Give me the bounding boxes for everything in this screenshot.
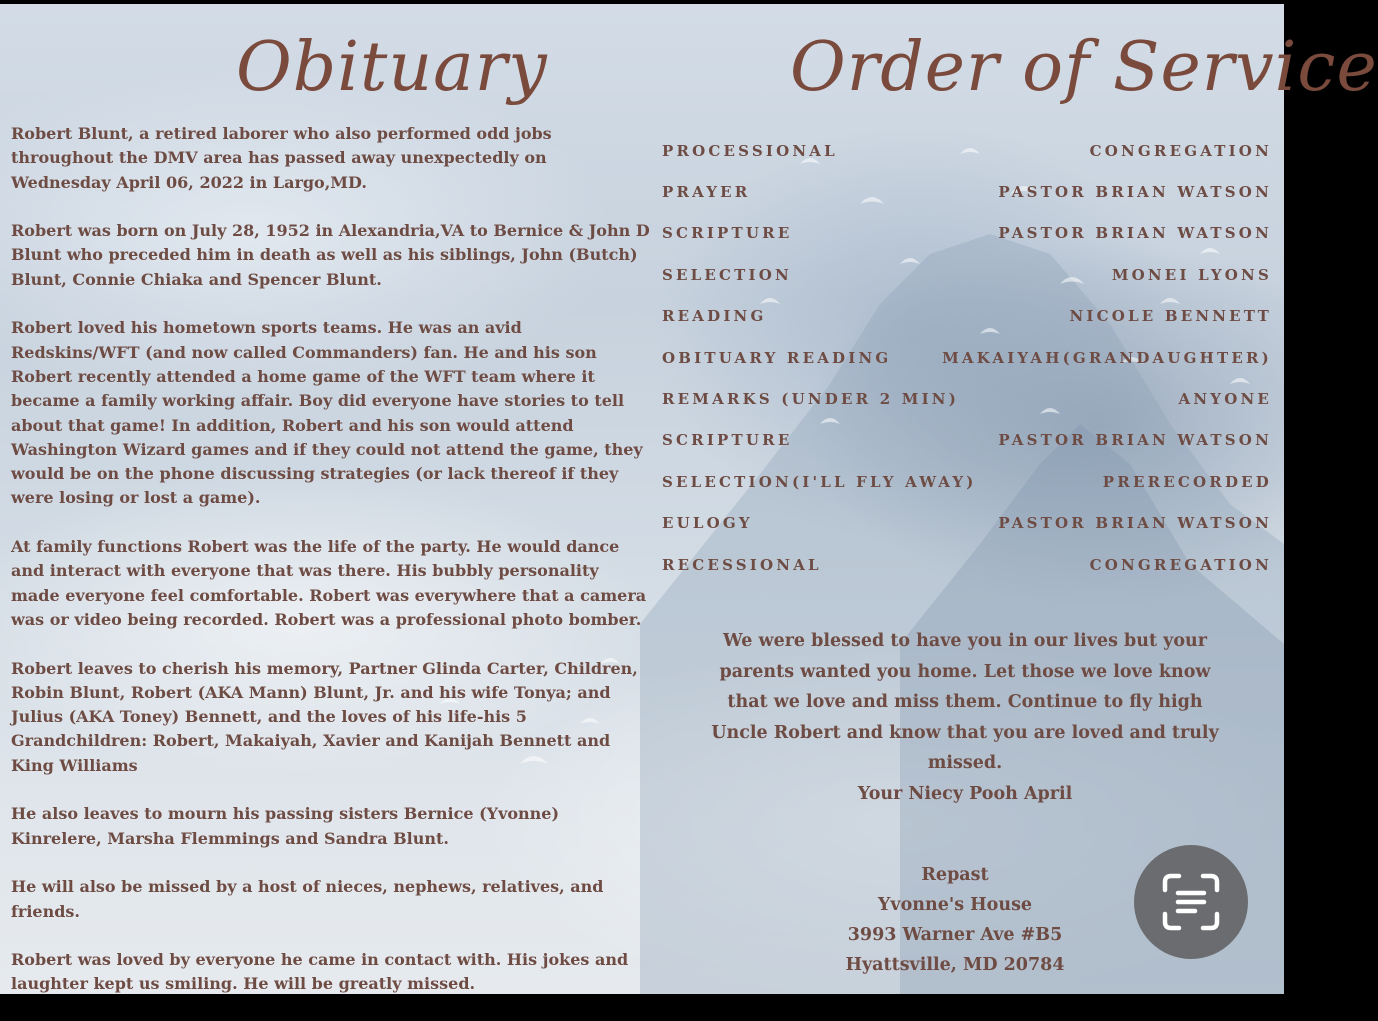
service-participant: MAKAIYAH(GRANDAUGHTER) — [942, 349, 1272, 367]
program-page — [0, 4, 1378, 994]
service-part: SELECTION(I'LL FLY AWAY) — [662, 473, 977, 491]
repast-city: Hyattsville, MD 20784 — [845, 955, 1065, 975]
service-item — [662, 473, 1272, 497]
order-of-service-title: Order of Service — [790, 28, 1378, 107]
repast-info — [800, 860, 1110, 980]
service-part: PROCESSIONAL — [662, 142, 838, 160]
repast-label: Repast — [921, 865, 989, 885]
obituary-title: Obituary — [236, 28, 548, 107]
service-item — [662, 266, 1272, 290]
service-part: EULOGY — [662, 514, 753, 532]
service-item — [662, 142, 1272, 166]
service-participant: ANYONE — [1178, 390, 1272, 408]
obituary-paragraph: He will also be missed by a host of nieces, nephews, relatives, and friends. — [11, 877, 604, 921]
obituary-paragraph: Robert was loved by everyone he came in contact with. His jokes and laughter kept us smiling. He will be greatly missed. — [11, 950, 629, 994]
obituary-paragraph: He also leaves to mourn his passing sisters Bernice (Yvonne) Kinrelere, Marsha Flemmings and Sandra Blunt. — [11, 804, 560, 848]
service-item — [662, 514, 1272, 538]
obituary-paragraph: Robert loved his hometown sports teams. He was an avid Redskins/WFT (and now called Commanders) fan. He and his son Robert recently attended a home game of the WFT team where it became a family working affair. Boy did everyone have stories to tell about that game! In addition, Robert and his son would attend Washington Wizard games and if they could not attend the game, they would be on the phone discussing strategies (or lack thereof if they were losing or lost a game). — [11, 318, 643, 508]
service-item — [662, 307, 1272, 331]
service-item — [662, 349, 1272, 373]
service-participant: PRERECORDED — [1102, 473, 1272, 491]
repast-street: 3993 Warner Ave #B5 — [847, 925, 1063, 945]
service-part: SCRIPTURE — [662, 431, 793, 449]
service-participant: PASTOR BRIAN WATSON — [998, 183, 1272, 201]
service-part: RECESSIONAL — [662, 556, 822, 574]
tribute-message — [700, 626, 1230, 809]
obituary-paragraph: Robert leaves to cherish his memory, Partner Glinda Carter, Children, Robin Blunt, Robert (AKA Mann) Blunt, Jr. and his wife Tonya; and Julius (AKA Toney) Bennett, and the loves of his life-his 5 Grandchildren: Robert, Makaiyah, Xavier and Kanijah Bennett and King Williams — [11, 658, 638, 775]
service-participant: PASTOR BRIAN WATSON — [998, 514, 1272, 532]
service-item — [662, 390, 1272, 414]
repast-place: Yvonne's House — [877, 895, 1033, 915]
live-text-scan-button[interactable] — [1134, 845, 1248, 959]
service-item — [662, 431, 1272, 455]
tribute-text: We were blessed to have you in our lives but your parents wanted you home. Let those we love know that we love and miss them. Continue to fly high Uncle Robert and know that you are loved and truly missed. — [711, 631, 1219, 773]
service-part: SCRIPTURE — [662, 224, 793, 242]
service-part: READING — [662, 307, 767, 325]
service-participant: PASTOR BRIAN WATSON — [998, 224, 1272, 242]
service-part: OBITUARY READING — [662, 349, 892, 367]
service-item — [662, 556, 1272, 580]
service-part: REMARKS (UNDER 2 MIN) — [662, 390, 960, 408]
service-part: SELECTION — [662, 266, 792, 284]
obituary-paragraph: At family functions Robert was the life of the party. He would dance and interact with everyone that was there. His bubbly personality made everyone feel comfortable. Robert was everywhere that a camera was or video being recorded. Robert was a professional photo bomber. — [11, 537, 647, 629]
service-participant: CONGREGATION — [1089, 556, 1272, 574]
obituary-paragraph: Robert Blunt, a retired laborer who also performed odd jobs throughout the DMV area has passed away unexpectedly on Wednesday April 06, 2022 in Largo,MD. — [11, 124, 552, 192]
service-participant: CONGREGATION — [1089, 142, 1272, 160]
service-item — [662, 224, 1272, 248]
service-part: PRAYER — [662, 183, 751, 201]
service-participant: PASTOR BRIAN WATSON — [998, 431, 1272, 449]
service-participant: MONEI LYONS — [1111, 266, 1272, 284]
service-item — [662, 183, 1272, 207]
obituary-paragraph: Robert was born on July 28, 1952 in Alexandria,VA to Bernice & John D Blunt who preceded him in death as well as his siblings, John (Butch) Blunt, Connie Chiaka and Spencer Blunt. — [11, 221, 650, 289]
tribute-signature: Your Niecy Pooh April — [857, 783, 1073, 804]
obituary-text — [11, 122, 651, 1021]
text-scan-icon — [1161, 872, 1221, 932]
service-participant: NICOLE BENNETT — [1069, 307, 1272, 325]
